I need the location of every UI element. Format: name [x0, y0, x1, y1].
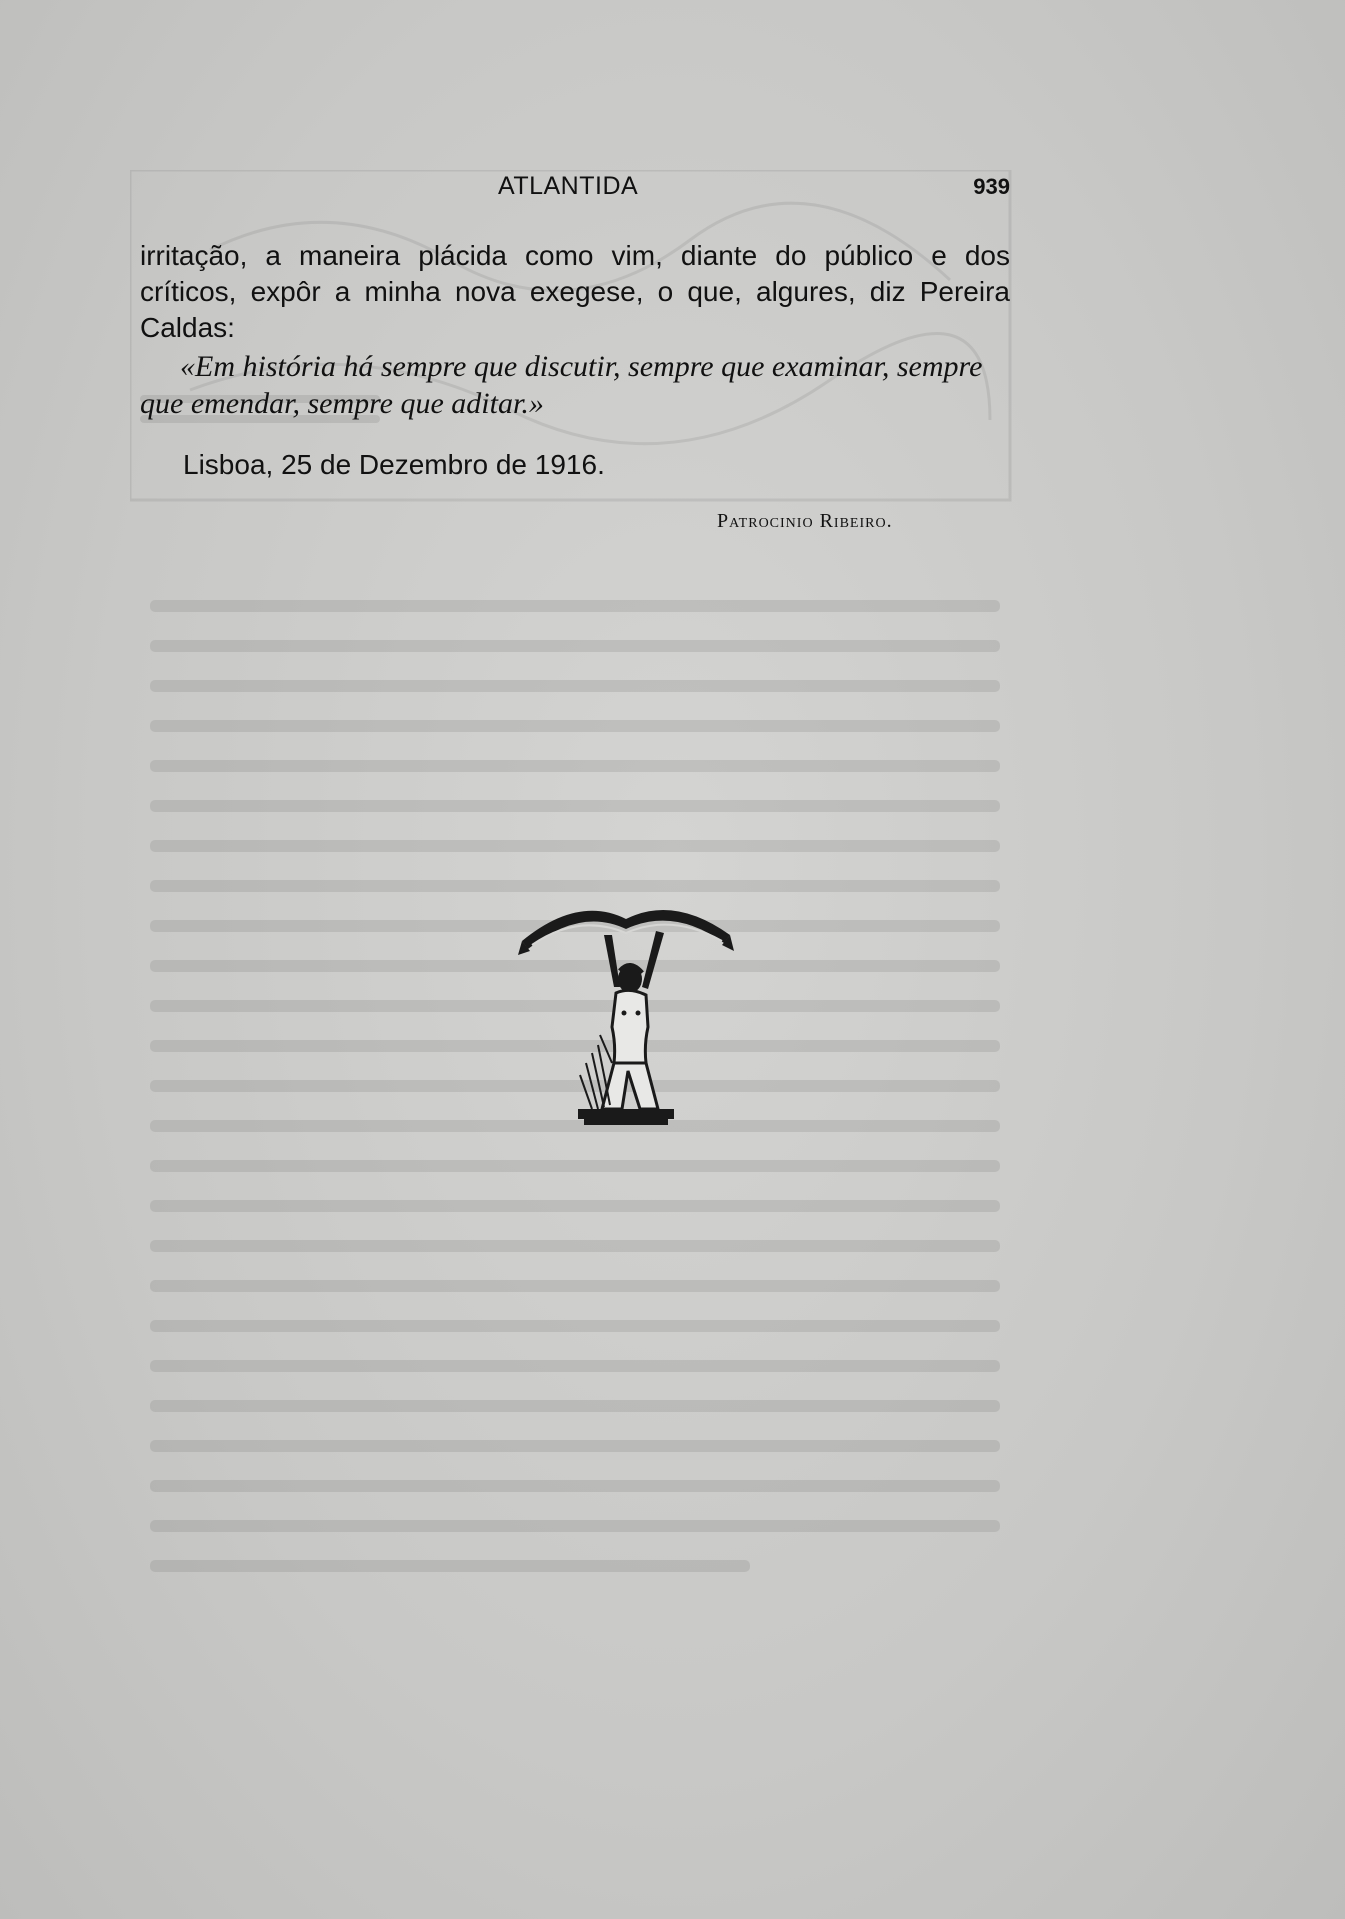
running-title: ATLANTIDA	[498, 172, 639, 200]
running-header	[140, 172, 1010, 212]
statuette-holding-arch-icon	[518, 895, 734, 1131]
block-quote: «Em história há sempre que discutir, sempre que examinar, sempre que emendar, sempre que aditar.»	[140, 350, 983, 420]
closing-paragraph: irritação, a maneira plácida como vim, diante do público e dos críticos, expôr a minha nova exegese, o que, algures, diz Pereira Caldas:	[140, 240, 1010, 343]
dateline: Lisboa, 25 de Dezembro de 1916.	[183, 449, 605, 480]
page-number: 939	[973, 174, 1010, 199]
article-text	[140, 238, 1010, 422]
author-signature: Patrocinio Ribeiro.	[717, 510, 893, 532]
